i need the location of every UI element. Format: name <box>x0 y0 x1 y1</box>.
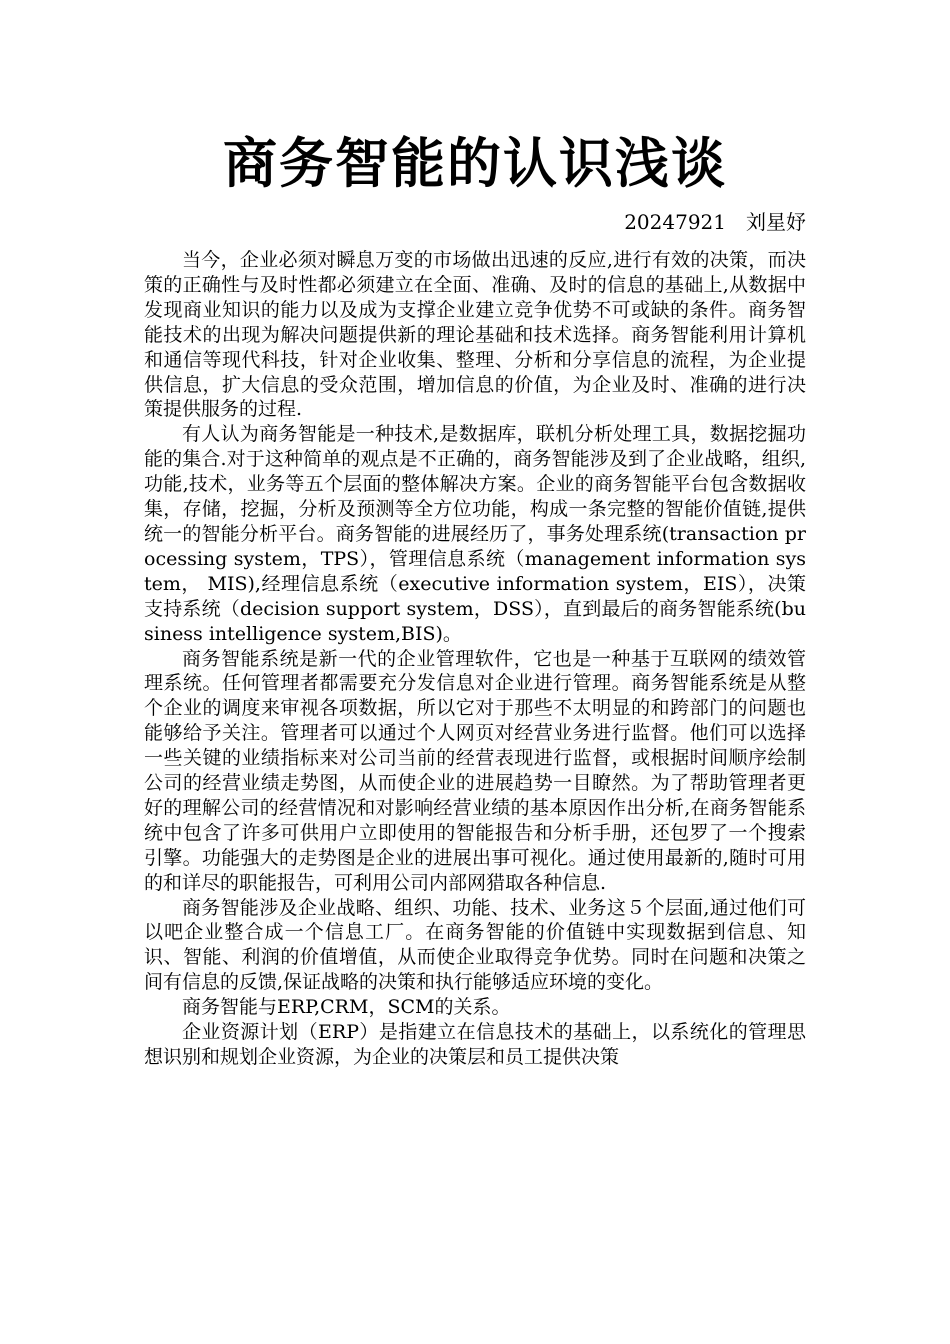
document-title: 商务智能的认识浅谈 <box>223 131 727 195</box>
author-line: 20247921 刘星妤 <box>624 210 806 234</box>
paragraph: 商务智能系统是新一代的企业管理软件，它也是一种基于互联网的绩效管理系统。任何管理者都需要充分发信息对企业进行管理。商务智能系统是从整个企业的调度来审视各项数据，所以它对于那些不太明显的和跨部门的问题也能够给予关注。管理者可以通过个人网页对经营业务进行监督。他们可以选择一些关键的业绩指标来对公司当前的经营表现进行监督，或根据时间顺序绘制公司的经营业绩走势图，从而使企业的进展趋势一目瞭然。为了帮助管理者更好的理解公司的经营情况和对影响经营业绩的基本原因作出分析,在商务智能系统中包含了许多可供用户立即使用的智能报告和分析手册，还包罗了一个搜索引擎。功能强大的走势图是企业的进展出事可视化。通过使用最新的,随时可用的和详尽的职能报告，可利用公司内部网猎取各种信息. <box>144 647 806 894</box>
paragraph: 商务智能涉及企业战略、组织、功能、技术、业务这５个层面,通过他们可以吧企业整合成一个信息工厂。在商务智能的价值链中实现数据到信息、知识、智能、利润的价值增值，从而使企业取得竞争优势。同时在问题和决策之间有信息的反馈,保证战略的决策和执行能够适应环境的变化。 <box>144 896 806 994</box>
document-body <box>144 248 806 1070</box>
paragraph: 商务智能与ERP,CRM，SCM的关系。 <box>182 996 511 1019</box>
paragraph: 有人认为商务智能是一种技术,是数据库，联机分析处理工具，数据挖掘功能的集合.对于这种简单的观点是不正确的，商务智能涉及到了企业战略，组织,功能,技术，业务等五个层面的整体解决方案。企业的商务智能平台包含数据收集，存储，挖掘，分析及预测等全方位功能，构成一条完整的智能价值链,提供统一的智能分析平台。商务智能的进展经历了，事务处理系统(transaction processing system，TPS），管理信息系统（management information system， MIS),经理信息系统（executive information system，EIS），决策支持系统（decision support system，DSS），直到最后的商务智能系统(business intelligence system,BIS)。 <box>144 423 806 645</box>
paragraph: 当今，企业必须对瞬息万变的市场做出迅速的反应,进行有效的决策，而决策的正确性与及时性都必须建立在全面、准确、及时的信息的基础上,从数据中发现商业知识的能力以及成为支撑企业建立竞争优势不可或缺的条件。商务智能技术的出现为解决问题提供新的理论基础和技术选择。商务智能利用计算机和通信等现代科技，针对企业收集、整理、分析和分享信息的流程，为企业提供信息，扩大信息的受众范围，增加信息的价值，为企业及时、准确的进行决策提供服务的过程. <box>144 249 806 421</box>
paragraph: 企业资源计划（ERP）是指建立在信息技术的基础上，以系统化的管理思想识别和规划企业资源，为企业的决策层和员工提供决策 <box>144 1021 806 1068</box>
